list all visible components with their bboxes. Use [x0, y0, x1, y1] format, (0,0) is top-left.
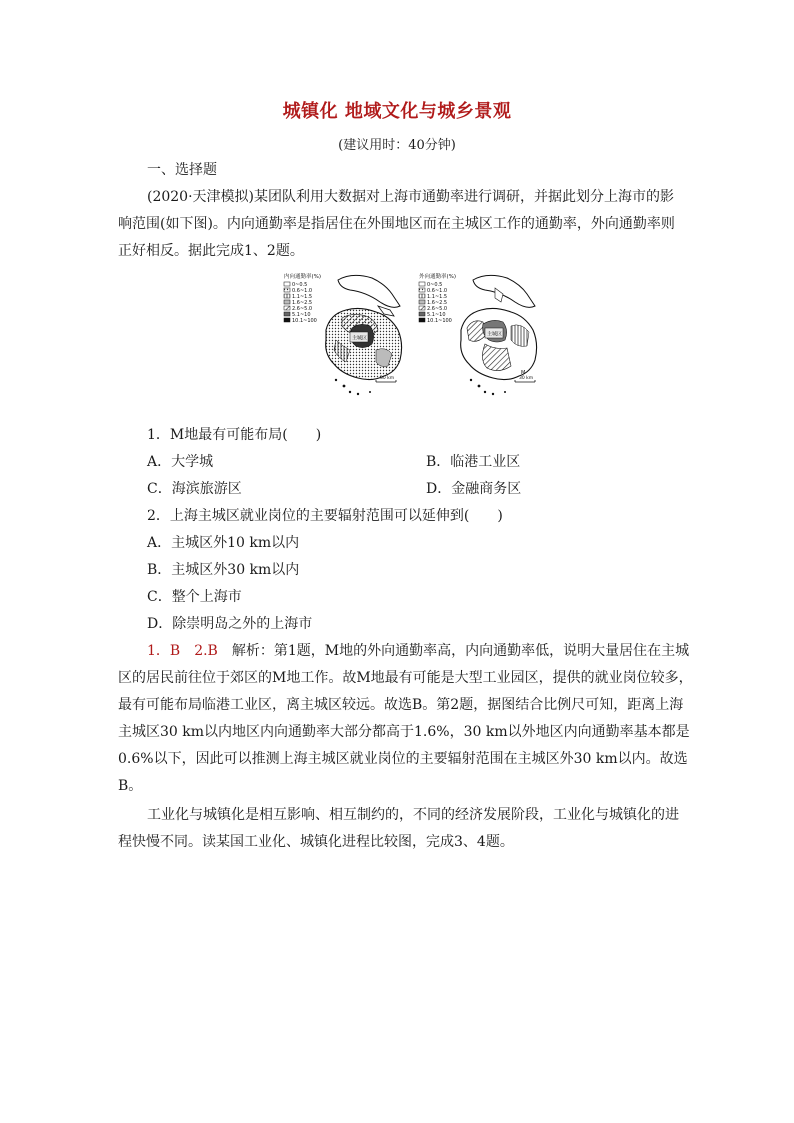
page-title: 城镇化 地域文化与城乡景观: [282, 101, 512, 122]
answer-line-6: B。: [118, 778, 143, 794]
answer-text-1: 解析：第1题，M地的外向通勤率高，内向通勤率低，说明大量居住在主城: [217, 643, 690, 659]
left-legend-5: 5.1~10: [292, 312, 311, 318]
closing-line-2: 程快慢不同。读某国工业化、城镇化进程比较图，完成3、4题。: [118, 834, 514, 850]
intro-line-3: 正好相反。据此完成1、2题。: [118, 243, 304, 259]
left-legend-3: 1.6~2.5: [292, 300, 313, 306]
closing-line-1: 工业化与城镇化是相互影响、相互制约的，不同的经济发展阶段，工业化与城镇化的进: [147, 807, 679, 823]
answer-line-4: 主城区30 km以内地区内向通勤率大部分都高于1.6%，30 km以外地区内向通勤率基本都是: [118, 724, 690, 740]
right-scale: 30 km: [519, 376, 534, 381]
answer-line-1: [147, 642, 689, 660]
q2-option-a: A．主城区外10 km以内: [147, 535, 300, 551]
left-center-label: 主城区: [352, 335, 368, 342]
q2-option-b: B．主城区外30 km以内: [147, 562, 300, 578]
q2-stem: 2．上海主城区就业岗位的主要辐射范围可以延伸到( ): [147, 508, 503, 524]
intro-line-2: 响范围(如下图)。内向通勤率是指居住在外围地区而在主城区工作的通勤率，外向通勤率则: [118, 216, 675, 232]
q2-option-c: C．整个上海市: [147, 589, 242, 605]
q1-stem: 1．M地最有可能布局( ): [147, 427, 322, 443]
right-legend-6: 10.1~100: [427, 318, 452, 324]
left-legend-6: 10.1~100: [292, 318, 317, 324]
left-legend-2: 1.1~1.5: [292, 294, 313, 300]
left-legend-title: 内向通勤率(%): [284, 274, 322, 280]
right-marker-m: M: [521, 370, 526, 376]
right-center-label: 主城区: [487, 331, 503, 338]
answer-line-3: 最有可能布局临港工业区，离主城区较远。故选B。第2题，据图结合比例尺可知，距离上海: [118, 697, 684, 713]
answer-key: 1．B 2.B: [147, 643, 218, 659]
page-subtitle: (建议用时：40分钟): [338, 138, 456, 153]
q1-option-b: B．临港工业区: [426, 454, 521, 470]
q1-option-c: C．海滨旅游区: [147, 481, 242, 497]
left-legend-0: 0~0.5: [292, 282, 308, 288]
answer-line-5: 0.6%以下，因此可以推测上海主城区就业岗位的主要辐射范围在主城区外30 km以内。故选: [118, 751, 688, 767]
right-legend-3: 1.6~2.5: [427, 300, 448, 306]
answer-line-2: 区的居民前往位于郊区的M地工作。故M地最有可能是大型工业园区，提供的就业岗位较多，: [118, 670, 693, 686]
intro-line-1: (2020·天津模拟)某团队利用大数据对上海市通勤率进行调研，并据此划分上海市的影: [147, 189, 675, 205]
right-legend-1: 0.6~1.0: [427, 288, 448, 294]
right-legend-0: 0~0.5: [427, 282, 443, 288]
q1-option-a: A．大学城: [147, 454, 214, 470]
q2-option-d: D．除崇明岛之外的上海市: [147, 616, 313, 632]
outbound-commute-map: [419, 272, 537, 395]
right-legend-4: 2.6~5.0: [427, 306, 448, 312]
commute-maps-figure: [280, 270, 540, 416]
left-legend-4: 2.6~5.0: [292, 306, 313, 312]
right-legend-title: 外向通勤率(%): [419, 274, 457, 280]
left-legend-1: 0.6~1.0: [292, 288, 313, 294]
section-heading: 一、选择题: [147, 162, 217, 178]
right-legend-5: 5.1~10: [427, 312, 446, 318]
right-legend-2: 1.1~1.5: [427, 294, 448, 300]
q1-option-d: D．金融商务区: [426, 481, 522, 497]
inbound-commute-map: [284, 272, 402, 395]
left-scale: 30 km: [380, 376, 395, 381]
